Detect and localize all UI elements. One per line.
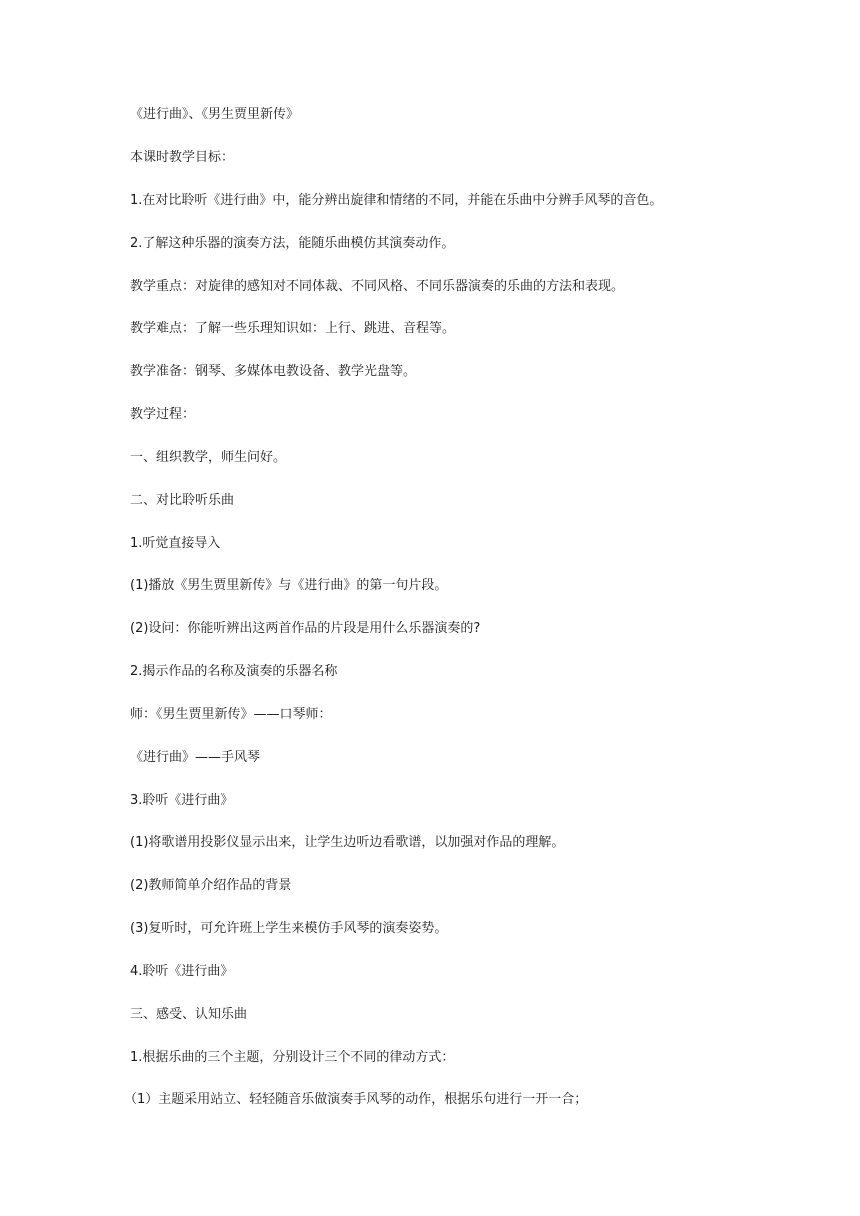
paragraph-line: (2)教师简单介绍作品的背景 [130,878,292,893]
paragraph-line: 教学过程： [130,407,196,422]
paragraph-line: (3)复听时，可允许班上学生来模仿手风琴的演奏姿势。 [130,921,448,936]
paragraph-line: 3.聆听《进行曲》 [130,793,234,808]
paragraph-line: 2.了解这种乐器的演奏方法，能随乐曲模仿其演奏动作。 [130,236,455,251]
paragraph-line: 1.根据乐曲的三个主题，分别设计三个不同的律动方式： [130,1050,455,1065]
paragraph-line: (1)播放《男生贾里新传》与《进行曲》的第一句片段。 [130,578,448,593]
document-title: 《进行曲》、《男生贾里新传》 [130,107,300,122]
paragraph-line: 1.在对比聆听《进行曲》中，能分辨出旋律和情绪的不同，并能在乐曲中分辨手风琴的音色。 [130,193,663,208]
paragraph-line: (1)将歌谱用投影仪显示出来，让学生边听边看歌谱，以加强对作品的理解。 [130,835,565,850]
paragraph-line: 1.听觉直接导入 [130,536,221,551]
paragraph-line: 《进行曲》——手风琴 [130,750,261,765]
paragraph-line: 4.聆听《进行曲》 [130,964,234,979]
paragraph-line: 师：《男生贾里新传》——口琴师： [130,707,332,722]
paragraph-line: 教学准备：钢琴、多媒体电教设备、教学光盘等。 [130,364,417,379]
paragraph-line: 二、对比聆听乐曲 [130,493,235,508]
paragraph-line: 三、感受、认知乐曲 [130,1007,248,1022]
paragraph-line: 一、组织教学，师生问好。 [130,450,287,465]
paragraph-line: 本课时教学目标： [130,150,235,165]
paragraph-line: （1）主题采用站立、轻轻随音乐做演奏手风琴的动作，根据乐句进行一开一合； [124,1092,588,1107]
paragraph-line: 2.揭示作品的名称及演奏的乐器名称 [130,664,338,679]
paragraph-line: (2)设问：你能听辨出这两首作品的片段是用什么乐器演奏的? [130,621,481,636]
paragraph-line: 教学难点：了解一些乐理知识如：上行、跳进、音程等。 [130,321,456,336]
paragraph-line: 教学重点：对旋律的感知对不同体裁、不同风格、不同乐器演奏的乐曲的方法和表现。 [130,279,625,294]
